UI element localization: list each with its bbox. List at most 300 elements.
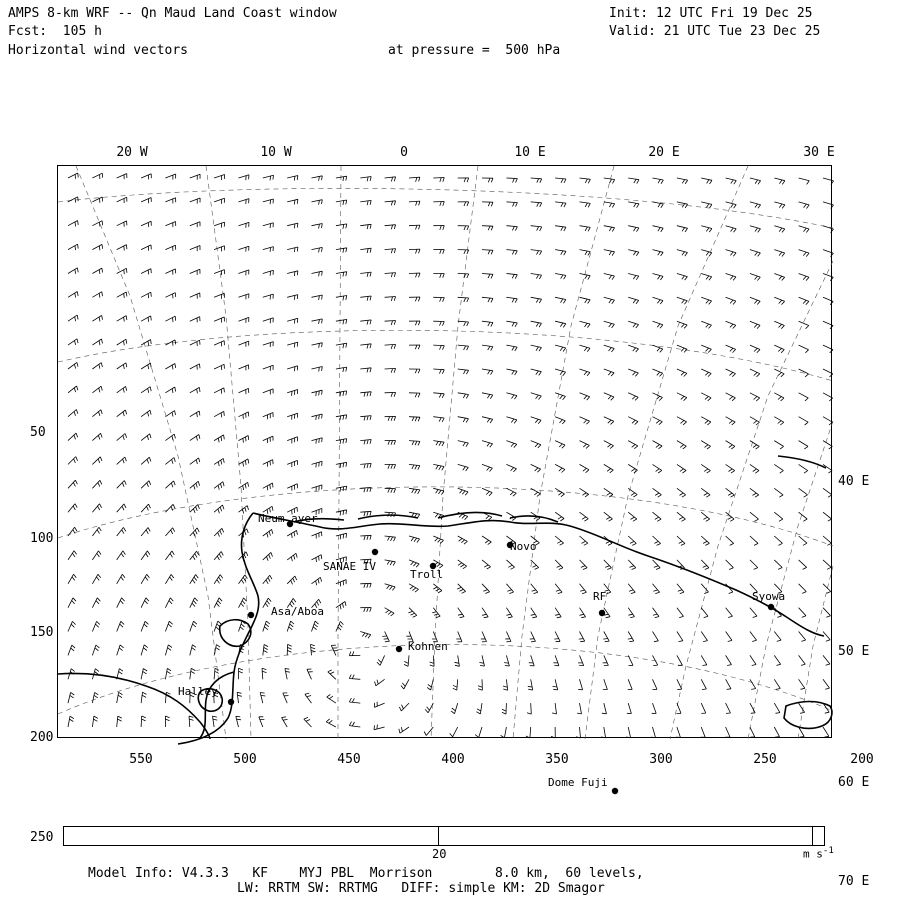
wind-barb xyxy=(385,392,396,396)
wind-barb xyxy=(653,345,663,352)
wind-barb xyxy=(774,202,785,209)
wind-barb xyxy=(68,221,78,227)
scale-units-text: m s xyxy=(803,847,823,861)
wind-barb xyxy=(190,528,199,537)
wind-barb xyxy=(750,679,756,689)
wind-barb xyxy=(68,386,78,393)
wind-barb xyxy=(336,486,347,492)
wind-barb xyxy=(628,488,637,497)
wind-barb xyxy=(653,297,664,304)
wind-barb xyxy=(165,716,169,727)
wind-barb xyxy=(239,341,249,347)
wind-barb xyxy=(190,340,200,346)
wind-barb xyxy=(304,717,312,727)
wind-barb xyxy=(287,621,294,631)
wind-barb xyxy=(701,632,707,642)
wind-barb xyxy=(580,608,586,618)
wind-barb xyxy=(165,528,174,536)
wind-barb xyxy=(531,226,542,231)
wind-barb xyxy=(823,655,830,665)
wind-barb xyxy=(263,529,273,537)
wind-barb xyxy=(375,679,385,686)
wind-barb xyxy=(774,321,784,329)
wind-barb xyxy=(190,411,200,417)
chart-title: AMPS 8-km WRF -- Qn Maud Land Coast window xyxy=(8,6,337,21)
wind-barb xyxy=(307,669,313,679)
wind-barb xyxy=(458,202,469,206)
wind-barb xyxy=(506,178,517,183)
wind-barb xyxy=(409,249,420,253)
axis-tick-label: 350 xyxy=(545,752,569,767)
station-label: Asa/Aboa xyxy=(271,605,324,618)
wind-barb xyxy=(433,202,444,206)
wind-barb xyxy=(750,488,759,497)
wind-barb xyxy=(774,464,783,473)
wind-barb xyxy=(360,272,371,277)
wind-barb xyxy=(239,436,249,443)
wind-barb xyxy=(92,363,102,369)
wind-barb xyxy=(374,702,384,708)
wind-barb xyxy=(506,441,516,448)
station-label: SANAE IV xyxy=(323,560,376,573)
wind-barb xyxy=(458,178,469,182)
wind-barb xyxy=(360,200,371,205)
wind-barb xyxy=(92,551,101,560)
wind-barb xyxy=(677,250,688,257)
wind-barb xyxy=(774,441,783,450)
wind-barb xyxy=(653,536,661,545)
wind-barb xyxy=(263,294,274,299)
wind-barb xyxy=(117,457,127,464)
wind-barb xyxy=(653,608,660,618)
wind-barb xyxy=(287,199,298,204)
wind-barb xyxy=(726,464,735,473)
wind-barb xyxy=(141,221,151,227)
wind-barb xyxy=(117,551,126,560)
wind-barb xyxy=(117,245,127,251)
wind-barb xyxy=(482,441,493,448)
wind-barb xyxy=(553,679,558,690)
wind-barb xyxy=(409,201,420,206)
wind-barb xyxy=(382,632,389,642)
wind-barb xyxy=(750,274,760,281)
wind-barb xyxy=(117,481,127,489)
wind-barb xyxy=(141,621,148,631)
wind-barb xyxy=(799,393,809,401)
wind-barb xyxy=(726,345,736,353)
wind-barb xyxy=(433,226,444,230)
wind-barb xyxy=(526,727,531,738)
wind-barb xyxy=(287,390,298,396)
wind-barb xyxy=(531,369,542,375)
wind-barb xyxy=(506,226,517,231)
wind-barb xyxy=(433,536,443,544)
wind-barb xyxy=(458,250,469,254)
wind-barb xyxy=(165,504,175,512)
wind-barb xyxy=(117,716,122,727)
axis-tick-label: 70 E xyxy=(838,874,870,889)
wind-barb xyxy=(604,321,615,328)
wind-barb xyxy=(336,439,347,445)
wind-barb xyxy=(458,488,468,495)
wind-barb xyxy=(628,226,639,232)
wind-barb xyxy=(165,574,173,583)
wind-barb xyxy=(305,693,312,703)
wind-barb xyxy=(165,245,175,251)
axis-tick-label: 250 xyxy=(30,830,54,845)
wind-barb xyxy=(799,274,809,281)
wind-barb xyxy=(68,504,77,513)
wind-barb xyxy=(628,369,638,376)
wind-barb xyxy=(701,655,707,665)
wind-barb xyxy=(531,584,538,594)
wind-barb xyxy=(141,574,149,584)
wind-barb xyxy=(409,560,419,567)
wind-barb xyxy=(385,321,396,326)
wind-barb xyxy=(750,632,757,642)
wind-barb xyxy=(823,584,831,594)
wind-barb xyxy=(580,178,591,183)
wind-barb xyxy=(799,417,809,425)
wind-barb xyxy=(190,575,199,584)
wind-barb xyxy=(626,727,631,738)
wind-barb xyxy=(677,488,686,497)
wind-barb xyxy=(336,510,347,516)
wind-barb xyxy=(482,584,490,594)
wind-barb xyxy=(68,574,76,584)
wind-barb xyxy=(433,250,444,254)
wind-barb xyxy=(482,488,492,496)
wind-barb xyxy=(726,226,737,233)
wind-barb xyxy=(799,488,808,497)
wind-barb xyxy=(430,655,435,666)
wind-barb xyxy=(580,226,591,232)
wind-barb xyxy=(653,560,661,570)
wind-barb xyxy=(190,645,196,656)
wind-barb xyxy=(409,297,420,301)
wind-barb xyxy=(377,655,385,665)
wind-barb xyxy=(701,679,706,689)
wind-barb xyxy=(117,339,127,345)
wind-barb xyxy=(458,393,469,399)
wind-barb xyxy=(799,703,805,713)
wind-barb xyxy=(823,297,833,304)
wind-barb xyxy=(481,632,487,642)
wind-barb xyxy=(190,598,198,608)
axis-tick-label: 500 xyxy=(233,752,257,767)
wind-barb xyxy=(360,535,371,540)
wind-barb xyxy=(701,488,710,497)
wind-barb xyxy=(287,644,292,655)
wind-barb xyxy=(677,703,682,713)
wind-barb xyxy=(117,621,124,631)
wind-barb xyxy=(68,598,76,608)
wind-barb xyxy=(505,632,511,642)
wind-barb xyxy=(433,488,444,494)
wind-barb xyxy=(424,727,433,736)
wind-barb xyxy=(360,511,371,516)
wind-barb xyxy=(239,621,246,631)
wind-barb xyxy=(214,575,223,584)
wind-barb xyxy=(236,716,241,727)
wind-barb xyxy=(458,226,469,230)
wind-barb xyxy=(312,200,323,205)
wind-barb xyxy=(239,294,249,300)
wind-barb xyxy=(385,464,396,468)
wind-barb xyxy=(482,226,493,231)
wind-barb xyxy=(628,345,638,352)
wind-barb xyxy=(628,608,634,618)
wind-barb xyxy=(239,365,249,371)
wind-barb xyxy=(555,178,566,183)
wind-barb xyxy=(628,297,639,304)
wind-barb xyxy=(312,485,323,491)
wind-barb xyxy=(677,512,686,521)
wind-barb xyxy=(349,722,360,727)
axis-tick-label: 20 W xyxy=(116,145,148,160)
wind-barb xyxy=(601,727,605,738)
wind-barb xyxy=(799,441,808,450)
wind-barb xyxy=(457,584,465,594)
wind-barb xyxy=(141,292,151,298)
wind-barb xyxy=(214,458,224,466)
wind-barb xyxy=(774,488,783,497)
wind-barb xyxy=(726,679,731,689)
axis-tick-label: 10 E xyxy=(514,145,546,160)
wind-barb xyxy=(604,274,615,280)
wind-barb xyxy=(92,480,101,488)
wind-barb xyxy=(312,319,323,324)
wind-barb xyxy=(68,645,75,655)
wind-barb xyxy=(628,393,638,401)
wind-barb xyxy=(701,512,710,521)
wind-barb xyxy=(312,555,322,562)
wind-barb xyxy=(580,393,590,400)
wind-barb xyxy=(555,441,565,449)
wind-barb xyxy=(399,703,409,711)
wind-barb xyxy=(287,484,297,491)
wind-barb xyxy=(458,274,469,279)
wind-barb xyxy=(482,608,488,618)
wind-barb xyxy=(214,246,224,252)
wind-barb xyxy=(409,345,420,349)
meridian-lines xyxy=(76,166,833,739)
wind-barb xyxy=(214,341,224,347)
wind-barb xyxy=(214,645,220,656)
wind-barb xyxy=(214,222,224,228)
wind-barb xyxy=(799,679,805,689)
axis-tick-label: 150 xyxy=(30,625,54,640)
wind-barb xyxy=(165,645,172,656)
wind-barb xyxy=(799,226,810,233)
wind-barb xyxy=(555,560,563,570)
wind-barb xyxy=(555,512,564,521)
wind-barb xyxy=(580,202,591,207)
wind-barb xyxy=(580,274,591,280)
axis-tick-label: 50 xyxy=(30,425,46,440)
wind-barb xyxy=(141,434,151,441)
wind-barb xyxy=(555,608,561,618)
station-marker xyxy=(396,646,402,652)
wind-barb xyxy=(239,412,249,419)
wind-barb xyxy=(336,367,347,372)
wind-barb xyxy=(701,464,710,473)
wind-barb xyxy=(68,362,78,369)
wind-barb xyxy=(239,222,250,227)
wind-barb xyxy=(239,175,250,180)
wind-barb xyxy=(214,293,224,299)
station-marker xyxy=(228,699,234,705)
wind-barb xyxy=(482,178,493,182)
wind-barb xyxy=(263,598,271,608)
wind-barb xyxy=(214,528,224,536)
wind-barb xyxy=(433,464,444,470)
wind-barb xyxy=(165,551,174,560)
valid-time: Valid: 21 UTC Tue 23 Dec 25 xyxy=(609,24,821,39)
wind-barb xyxy=(214,505,224,513)
wind-barb xyxy=(799,297,809,304)
wind-barb xyxy=(750,345,760,353)
wind-barb xyxy=(92,386,102,393)
wind-barb xyxy=(404,655,409,666)
wind-barb xyxy=(554,632,560,642)
wind-barb xyxy=(750,655,756,665)
wind-barb xyxy=(701,417,711,425)
wind-barb xyxy=(287,413,297,419)
wind-barb xyxy=(190,458,200,465)
wind-barb xyxy=(312,295,323,300)
wind-barb xyxy=(214,598,222,608)
wind-barb xyxy=(580,584,587,594)
wind-barb xyxy=(360,440,371,445)
wind-barb xyxy=(580,441,590,449)
station-marker xyxy=(248,612,254,618)
wind-barb xyxy=(653,488,662,497)
wind-barb xyxy=(282,717,288,727)
wind-barb xyxy=(263,247,274,252)
scale-units-exponent: -1 xyxy=(822,845,834,856)
wind-barb xyxy=(117,268,127,274)
wind-barb xyxy=(409,321,420,325)
wind-barb xyxy=(141,528,150,537)
wind-vectors xyxy=(68,173,834,738)
wind-barb xyxy=(165,481,175,488)
wind-barb xyxy=(385,201,396,206)
wind-barb xyxy=(190,551,199,560)
wind-barb xyxy=(604,369,614,376)
wind-barb xyxy=(68,621,76,631)
wind-barb xyxy=(141,716,146,727)
wind-barb xyxy=(774,703,780,713)
wind-barb xyxy=(312,461,323,467)
wind-barb xyxy=(677,608,684,618)
wind-barb xyxy=(603,655,609,665)
wind-barb xyxy=(92,716,97,727)
wind-barb xyxy=(312,343,323,348)
wind-barb xyxy=(726,250,737,257)
wind-barb xyxy=(68,433,78,441)
wind-barb xyxy=(527,703,531,714)
wind-barb xyxy=(287,530,297,538)
wind-barb xyxy=(604,512,613,521)
wind-barb xyxy=(336,621,344,631)
wind-barb xyxy=(408,608,416,618)
wind-barb xyxy=(628,417,638,425)
wind-barb xyxy=(726,393,736,401)
wind-barb xyxy=(287,223,298,228)
wind-barb xyxy=(190,198,200,204)
wind-barb xyxy=(799,608,806,618)
wind-barb xyxy=(458,608,464,618)
wind-barb xyxy=(263,365,273,371)
wind-barb xyxy=(628,512,637,521)
model-physics: LW: RRTM SW: RRTMG DIFF: simple KM: 2D Smagor xyxy=(237,881,605,896)
wind-barb xyxy=(287,295,298,300)
wind-barb xyxy=(677,226,688,232)
wind-barb xyxy=(677,632,683,642)
wind-barb xyxy=(653,512,662,521)
wind-barb xyxy=(580,250,591,256)
wind-barb xyxy=(336,296,347,301)
wind-barb xyxy=(501,727,507,738)
wind-barb xyxy=(92,527,101,536)
wind-barb xyxy=(360,608,371,612)
axis-tick-label: 200 xyxy=(850,752,874,767)
wind-barb xyxy=(604,441,614,449)
wind-barb xyxy=(263,621,270,631)
field-label: Horizontal wind vectors xyxy=(8,43,189,58)
wind-barb xyxy=(263,175,274,180)
wind-barb xyxy=(214,364,224,370)
scale-tick-right xyxy=(812,827,813,845)
wind-barb xyxy=(214,175,225,181)
wind-barb xyxy=(531,321,542,327)
forecast-hour: Fcst: 105 h xyxy=(8,24,102,39)
wind-barb xyxy=(823,226,834,233)
pressure-level: at pressure = 500 hPa xyxy=(388,43,561,58)
wind-barb xyxy=(750,512,759,521)
wind-barb xyxy=(677,297,687,304)
wind-barb xyxy=(237,692,242,703)
wind-barb xyxy=(312,577,322,585)
wind-barb xyxy=(555,226,566,231)
wind-barb xyxy=(117,527,126,536)
axis-tick-label: 250 xyxy=(753,752,777,767)
wind-barb xyxy=(603,632,609,642)
wind-barb xyxy=(555,417,565,424)
wind-barb xyxy=(555,488,564,496)
wind-barb xyxy=(628,274,639,280)
wind-barb xyxy=(165,692,170,703)
wind-barb xyxy=(774,560,782,570)
wind-barb xyxy=(604,560,612,570)
wind-barb xyxy=(580,488,589,497)
wind-barb xyxy=(701,536,709,545)
wind-barb xyxy=(482,536,491,545)
wind-barb xyxy=(701,608,708,618)
wind-barb xyxy=(433,417,444,422)
wind-barb xyxy=(482,464,492,471)
wind-barb xyxy=(579,632,585,642)
wind-barb xyxy=(506,297,517,302)
wind-barb xyxy=(455,655,460,666)
wind-barb xyxy=(482,393,493,399)
wind-barb xyxy=(774,250,784,257)
station-label: Novo xyxy=(510,540,537,553)
wind-barb xyxy=(651,727,656,738)
wind-barb xyxy=(653,321,663,328)
wind-barb xyxy=(628,584,635,594)
